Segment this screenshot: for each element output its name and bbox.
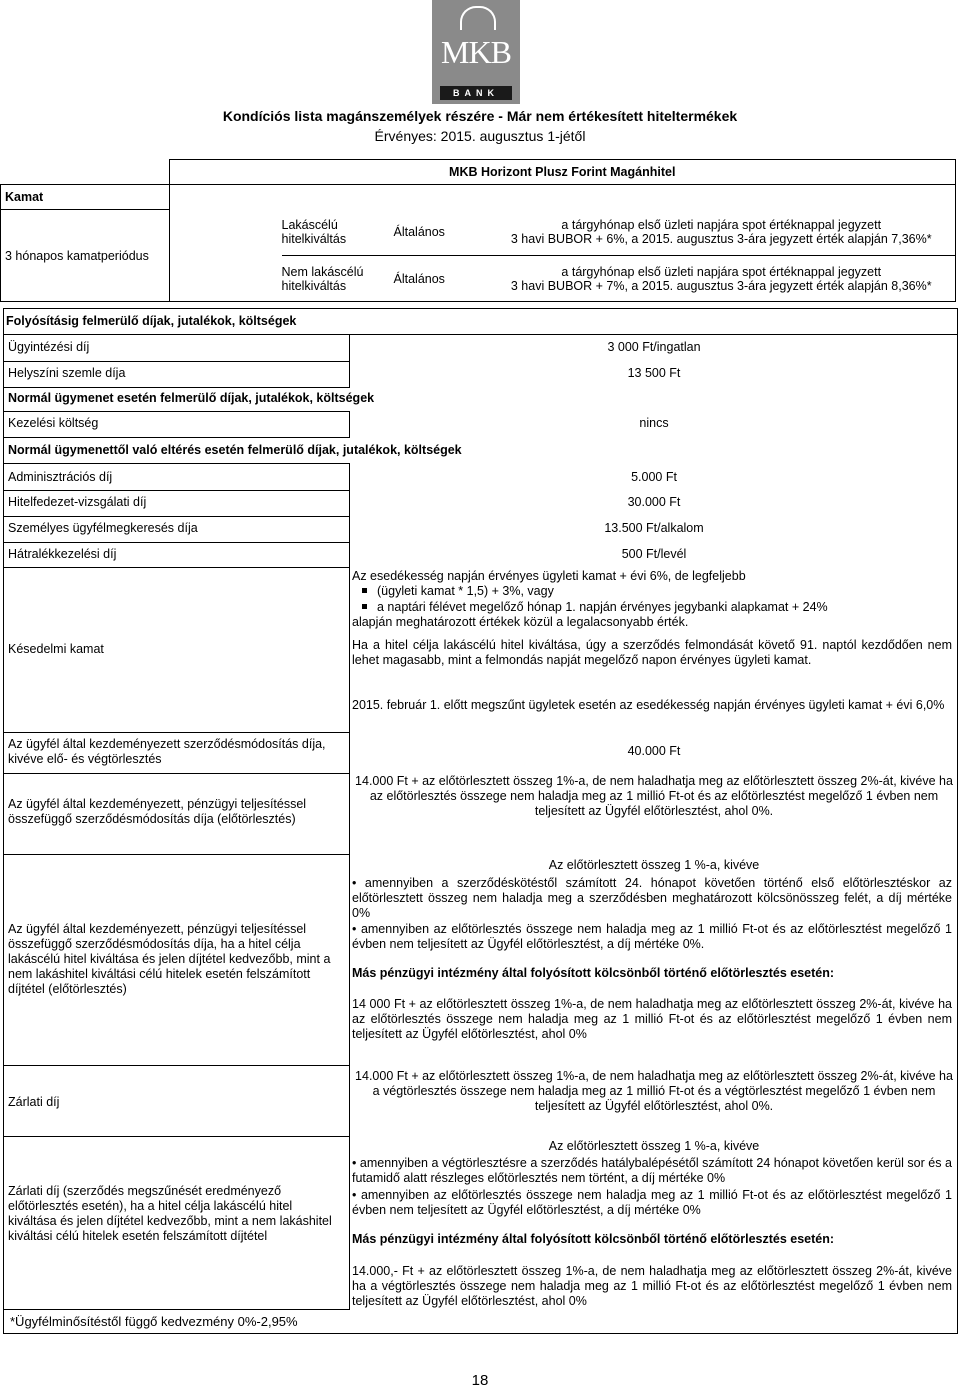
logo-arc-icon: [460, 6, 496, 30]
rate-row-value: 3 havi BUBOR + 6%, a 2015. augusztus 3-ára jegyzett érték alapján 7,36%*: [510, 232, 932, 247]
rate-row-type: Általános: [390, 256, 488, 302]
rate-row-desc: a tárgyhónap első üzleti napjára spot értéknappal jegyzett: [561, 218, 882, 233]
late-interest-intro: Az esedékesség napján érvényes ügyleti kamat + évi 6%, de legfeljebb: [352, 569, 746, 583]
validity-date: Érvényes: 2015. augusztus 1-jétől: [374, 128, 586, 144]
closing-tail: 14.000,- Ft + az előtörlesztett összeg 1%-a, de nem haladhatja meg az előtörlesztett összeg 2%-át, kivéve ha a végtörlesztés összege nem haladja meg az 1 millió Ft-ot és az előtörlesztést megelőző 1 évben nem teljesített az Ügyfél előtörlesztést, ahol 0%: [352, 1264, 952, 1308]
prepay-tail: 14 000 Ft + az előtörlesztett összeg 1%-a, de nem haladhatja meg az előtörlesztett összeg 2%-át, kivéve ha az előtörlesztés összege nem haladja meg az 1 millió Ft-ot és az előtörlesztést megelőző 1 évben nem teljesített az Ügyfél előtörlesztést, ahol 0%: [352, 997, 952, 1041]
fee-label: Az ügyfél által kezdeményezett, pénzügyi teljesítéssel összefüggő szerződésmódosítás díja, ha a hitel célja lakáscélú hitel kiváltása és jelen díjtétel kedvezőbb, mint a nem lakáshitel kiváltási célú hitelek esetén felszámított díjtétel (előtörlesztés): [8, 922, 331, 996]
fee-label: Az ügyfél által kezdeményezett, pénzügyi teljesítéssel összefüggő szerződésmódosítás díja (előtörlesztés): [8, 797, 307, 826]
page-title: Kondíciós lista magánszemélyek részére - Már nem értékesített hiteltermékek: [222, 108, 738, 124]
closing-head: Az előtörlesztett összeg 1 %-a, kivéve: [548, 1139, 760, 1153]
fee-label: Személyes ügyfélmegkeresés díja: [8, 521, 198, 535]
closing-bold: Más pénzügyi intézmény által folyósított kölcsönből történő előtörlesztés esetén:: [352, 1232, 835, 1246]
fee-label: Kezelési költség: [8, 416, 99, 430]
fee-value: nincs: [639, 416, 669, 430]
late-interest-text: 2015. február 1. előtt megszűnt ügyletek esetén az esedékesség napján érvényes ügyleti kamat + évi 6,0%: [352, 698, 945, 712]
list-item: • amennyiben a szerződéskötéstől számított 24. hónapot követően történő első előtörlesztéskor az előtörlesztett összeg nem haladja meg a szerződésben meghatározott kölcsönösszeg felét, a díj mértéke 0%: [352, 876, 952, 920]
footnote: *Ügyfélminősítéstől függő kedvezmény 0%-2,95%: [10, 1314, 298, 1329]
fee-label: Helyszíni szemle díja: [8, 366, 126, 380]
rate-row-purpose: Nem lakáscélú hitelkiváltás: [282, 256, 390, 302]
prepay-head: Az előtörlesztett összeg 1 %-a, kivéve: [548, 858, 760, 872]
fee-label: Hitelfedezet-vizsgálati díj: [8, 495, 147, 509]
fee-value: 13 500 Ft: [627, 366, 681, 380]
rate-row-desc: a tárgyhónap első üzleti napjára spot értéknappal jegyzett: [561, 264, 882, 279]
fee-value: 30.000 Ft: [627, 495, 681, 509]
list-item: a naptári félévet megelőző hónap 1. napján érvényes jegybanki alapkamat + 24%: [352, 600, 952, 615]
fee-label: Zárlati díj: [8, 1095, 60, 1109]
fee-value: 5.000 Ft: [631, 470, 677, 484]
fee-label: Hátralékkezelési díj: [8, 547, 117, 561]
mkb-bank-logo: [432, 0, 520, 104]
list-item: • amennyiben az előtörlesztés összege nem haladja meg az 1 millió Ft-ot és az előtörlesztést megelőző 1 évben nem teljesített az Ügyfél előtörlesztést, a díj mértéke 0%.: [352, 922, 952, 951]
section-heading: Normál ügymenettől való eltérés esetén felmerülő díjak, jutalékok, költségek: [8, 443, 462, 457]
fee-label: Az ügyfél által kezdeményezett szerződésmódosítás díja, kivéve elő- és végtörlesztés: [8, 737, 326, 766]
fee-value: 13.500 Ft/alkalom: [604, 521, 704, 535]
interest-rate-table: [0, 159, 956, 302]
fee-label: Ügyintézési díj: [8, 340, 90, 354]
fee-label: Késedelmi kamat: [8, 642, 104, 656]
rate-row-purpose: Lakáscélú hitelkiváltás: [282, 210, 390, 256]
section-heading: Normál ügymenet esetén felmerülő díjak, jutalékok, költségek: [8, 391, 375, 405]
late-interest-after: alapján meghatározott értékek közül a legalacsonyabb érték.: [352, 615, 689, 629]
fee-label: Zárlati díj (szerződés megszűnését eredményező előtörlesztés esetén), ha a hitel célja lakáscélú hitel kiváltása és jelen díjtétel kedvezőbb, mint a nem lakáshitel kiváltási célú hitelek esetén felszámított díjtétel: [8, 1184, 332, 1243]
logo-bank-label: BANK: [440, 86, 512, 100]
fee-value: 14.000 Ft + az előtörlesztett összeg 1%-a, de nem haladhatja meg az előtörlesztett összeg 2%-át, kivéve ha az előtörlesztés összege nem haladja meg az 1 millió Ft-ot és az előtörlesztést megelőző 1 évben nem teljesített az Ügyfél előtörlesztést, ahol 0%.: [355, 774, 953, 818]
fee-label: Adminisztrációs díj: [8, 470, 113, 484]
page-number: 18: [471, 1372, 489, 1389]
fee-value: 500 Ft/levél: [621, 547, 687, 561]
product-name: MKB Horizont Plusz Forint Magánhitel: [169, 160, 956, 185]
fee-value: 14.000 Ft + az előtörlesztett összeg 1%-a, de nem haladhatja meg az előtörlesztett összeg 2%-át, kivéve ha a végtörlesztés összege nem haladja meg az 1 millió Ft-ot és a végtörlesztést megelőző 1 évben nem teljesített az Ügyfél előtörlesztést, ahol 0%.: [355, 1069, 953, 1113]
square-bullet-icon: [362, 588, 367, 593]
square-bullet-icon: [362, 604, 367, 609]
interest-period: 3 hónapos kamatperiódus: [1, 210, 170, 302]
late-interest-text: Ha a hitel célja lakáscélú hitel kiváltása, úgy a szerződés felmondását követő 91. naptól kezdődően nem lehet magasabb, mint a felmondás napját megelőző napon érvényes ügyleti kamat.: [352, 638, 952, 667]
section-heading: Folyósításig felmerülő díjak, jutalékok, költségek: [6, 314, 297, 328]
prepay-bold: Más pénzügyi intézmény által folyósított kölcsönből történő előtörlesztés esetén:: [352, 966, 835, 980]
rate-row-type: Általános: [390, 210, 488, 256]
list-item: (ügyleti kamat * 1,5) + 3%, vagy: [352, 584, 952, 599]
list-item: • amennyiben az előtörlesztés összege nem haladja meg az 1 millió Ft-ot és az előtörlesztést megelőző 1 évben nem teljesített az Ügyfél előtörlesztést, a díj mértéke 0%: [352, 1188, 952, 1217]
logo-text: MKB: [441, 34, 511, 70]
list-item: • amennyiben a végtörlesztésre a szerződés hatálybalépésétől számított 24 hónapot követően kerül sor és a futamidő alatt részleges előtörlesztés nem történt, a díj mértéke 0%: [352, 1156, 952, 1185]
rate-row-value: 3 havi BUBOR + 7%, a 2015. augusztus 3-ára jegyzett érték alapján 8,36%*: [510, 278, 932, 293]
fee-value: 40.000 Ft: [627, 744, 681, 758]
fee-value: 3 000 Ft/ingatlan: [607, 340, 701, 354]
kamat-label: Kamat: [1, 185, 170, 210]
